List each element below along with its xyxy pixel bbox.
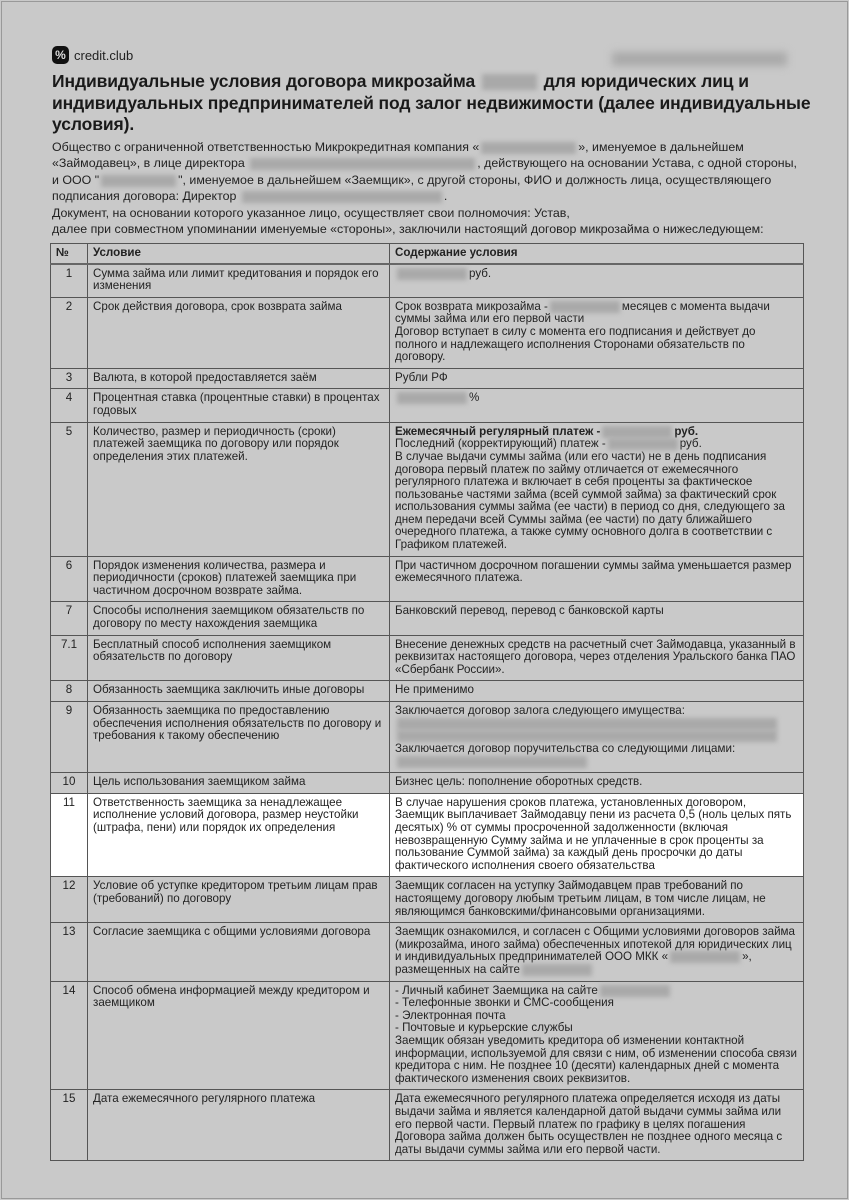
content-paragraph xyxy=(395,326,798,364)
content-text: Бизнес цель: пополнение оборотных средств. xyxy=(395,775,643,789)
table-row xyxy=(51,422,804,556)
row-number: 9 xyxy=(51,702,88,773)
content-text: руб. xyxy=(469,266,492,280)
content-paragraph xyxy=(395,560,798,585)
table-row xyxy=(51,702,804,773)
table-row xyxy=(51,681,804,702)
row-condition: Дата ежемесячного регулярного платежа xyxy=(88,1090,390,1161)
content-paragraph xyxy=(395,392,798,405)
redacted-value xyxy=(670,951,740,963)
credit-club-logo xyxy=(52,46,133,64)
row-number: 12 xyxy=(51,877,88,923)
content-text: Заемщик обязан уведомить кредитора об изменении контактной информации, используемой для связи с ним, об изменении способа связи кредитора с ним. Не позднее 10 (десяти) календарных дней с момента фактического изменения своих реквизитов. xyxy=(395,1034,797,1085)
percent-logo-icon: % xyxy=(52,46,69,64)
table-row xyxy=(51,877,804,923)
header-condition: Условие xyxy=(88,244,390,264)
row-number: 2 xyxy=(51,297,88,368)
redacted-value xyxy=(550,301,620,313)
content-paragraph xyxy=(395,268,798,281)
preamble xyxy=(52,139,802,237)
row-condition: Ответственность заемщика за ненадлежащее исполнение условий договора, размер неустойки (штрафа, пени) или порядок их определения xyxy=(88,793,390,877)
document-title xyxy=(52,71,812,136)
row-condition: Порядок изменения количества, размера и периодичности (сроков) платежей заемщика при частичном досрочном возврате займа. xyxy=(88,556,390,602)
redacted-value xyxy=(600,985,670,997)
content-paragraph xyxy=(395,301,798,326)
content-paragraph xyxy=(395,743,798,756)
content-paragraph xyxy=(395,639,798,677)
preamble-text: . xyxy=(443,189,448,204)
content-text: Договор вступает в силу с момента его подписания и действует до полного и надлежащего исполнения Сторонами обязательств по договору. xyxy=(395,325,756,364)
table-row xyxy=(51,389,804,422)
content-paragraph xyxy=(395,451,798,552)
content-text: - Личный кабинет Заемщика на сайте xyxy=(395,983,598,997)
row-number: 7 xyxy=(51,602,88,635)
row-number: 10 xyxy=(51,773,88,794)
row-content xyxy=(390,877,804,923)
table-row xyxy=(51,297,804,368)
preamble-text: , действующего на основании Устава, с одной стороны, и ООО " xyxy=(52,156,797,187)
row-number: 6 xyxy=(51,556,88,602)
redacted-value xyxy=(602,426,672,438)
row-number: 5 xyxy=(51,422,88,556)
row-number: 3 xyxy=(51,368,88,389)
row-number: 8 xyxy=(51,681,88,702)
content-text: Рубли РФ xyxy=(395,370,448,384)
row-condition: Согласие заемщика с общими условиями договора xyxy=(88,923,390,982)
row-content xyxy=(390,602,804,635)
table-row xyxy=(51,1090,804,1161)
content-text: - Телефонные звонки и СМС-сообщения xyxy=(395,996,614,1010)
content-paragraph xyxy=(395,1093,798,1156)
redacted-value xyxy=(397,756,587,768)
content-text: Не применимо xyxy=(395,683,474,697)
redacted-value xyxy=(522,964,592,976)
row-condition: Валюта, в которой предоставляется заём xyxy=(88,368,390,389)
table-row xyxy=(51,923,804,982)
table-row xyxy=(51,793,804,877)
content-paragraph xyxy=(395,797,798,873)
row-number: 4 xyxy=(51,389,88,422)
row-condition: Условие об уступке кредитором третьим лицам прав (требований) по договору xyxy=(88,877,390,923)
row-number: 15 xyxy=(51,1090,88,1161)
redacted-contract-number xyxy=(482,74,537,90)
row-content xyxy=(390,923,804,982)
title-part: Индивидуальные условия договора микрозайма xyxy=(52,71,476,91)
row-condition: Цель использования заемщиком займа xyxy=(88,773,390,794)
content-paragraph xyxy=(395,776,798,789)
content-text: руб. xyxy=(674,424,699,438)
title-part: для юридических лиц и индивидуальных предпринимателей под залог недвижимости (далее индивидуальные условия). xyxy=(52,71,811,134)
content-text: Банковский перевод, перевод с банковской карты xyxy=(395,604,664,618)
conditions-table xyxy=(50,243,804,1161)
content-paragraph xyxy=(395,1035,798,1085)
row-condition: Обязанность заемщика заключить иные договоры xyxy=(88,681,390,702)
row-number: 1 xyxy=(51,264,88,298)
content-text: Заемщик согласен на уступку Займодавцем прав требований по настоящему договору любым третьим лицам, в том числе лицам, не являющимся банковскими/финансовыми организациями. xyxy=(395,879,766,918)
content-paragraph xyxy=(395,926,798,977)
content-text: руб. xyxy=(679,437,702,451)
content-text: Внесение денежных средств на расчетный счет Займодавца, указанный в реквизитах настоящего договора, через отделения Уральского банка ПАО «Сбербанк России». xyxy=(395,637,796,676)
header-number: № xyxy=(51,244,88,264)
row-content xyxy=(390,981,804,1090)
row-condition: Способ обмена информацией между кредитором и заемщиком xyxy=(88,981,390,1090)
content-paragraph xyxy=(395,756,798,769)
redacted-borrower-director xyxy=(242,191,442,203)
table-row xyxy=(51,635,804,681)
row-condition: Бесплатный способ исполнения заемщиком обязательств по договору xyxy=(88,635,390,681)
preamble-text: », именуемое в дальнейшем «Займодавец», в лице директора xyxy=(52,140,744,171)
row-condition: Сумма займа или лимит кредитования и порядок его изменения xyxy=(88,264,390,298)
row-content xyxy=(390,793,804,877)
row-content xyxy=(390,681,804,702)
table-row xyxy=(51,602,804,635)
content-text: Ежемесячный регулярный платеж - xyxy=(395,424,601,438)
logo-text: credit.club xyxy=(74,47,134,63)
row-number: 7.1 xyxy=(51,635,88,681)
content-paragraph xyxy=(395,372,798,385)
row-number: 13 xyxy=(51,923,88,982)
row-content xyxy=(390,389,804,422)
row-content xyxy=(390,368,804,389)
row-number: 14 xyxy=(51,981,88,1090)
content-text: В случае выдачи суммы займа (или его части) не в день подписания договора первый платеж по займу отличается от ежемесячного регулярного платежа и включает в себя проценты за фактическое пользованье частями займа (всей суммой займа) за фактический срок использования суммы займа (ее части) в период со дня, следующего за днем передачи всей Суммы займа (ее части) по дату ближайшего очередного платежа, а также сумму основного долга в соответствии с Графиком платежей. xyxy=(395,449,785,552)
content-text: - Электронная почта xyxy=(395,1008,506,1022)
row-condition: Способы исполнения заемщиком обязательств по договору по месту нахождения заемщика xyxy=(88,602,390,635)
content-text: Дата ежемесячного регулярного платежа определяется исходя из даты выдачи займа и является календарной датой выдачи суммы займа или его первой части. Первый платеж по графику в целях погашения Договора займа должен быть осуществлен не позднее одного месяца с даты выдачи суммы займа или его первой части. xyxy=(395,1092,783,1156)
redacted-header-info xyxy=(612,52,787,66)
content-text: - Почтовые и курьерские службы xyxy=(395,1021,573,1035)
content-text: В случае нарушения сроков платежа, установленных договором, Заемщик выплачивает Займодавцу пени из расчета 0,5 (ноль целых пять десятых) % от суммы просроченной задолженности (включая невозвращенную Сумму займа и не уплаченные в срок проценты за пользование Суммой займа) за каждый день просрочки до даты фактического исполнения своего обязательства xyxy=(395,795,792,872)
content-paragraph xyxy=(395,718,798,731)
row-content xyxy=(390,702,804,773)
content-text: Заключается договор залога следующего имущества: xyxy=(395,704,685,717)
redacted-director xyxy=(250,158,475,170)
redacted-value xyxy=(397,392,467,404)
redacted-company xyxy=(481,142,576,154)
content-text: Последний (корректирующий) платеж - xyxy=(395,437,606,451)
redacted-value xyxy=(397,268,467,280)
redacted-borrower xyxy=(101,175,176,187)
row-content xyxy=(390,422,804,556)
table-row xyxy=(51,981,804,1090)
row-content xyxy=(390,635,804,681)
table-row xyxy=(51,773,804,794)
content-paragraph xyxy=(395,730,798,743)
row-content xyxy=(390,297,804,368)
content-text: % xyxy=(469,391,480,405)
row-content xyxy=(390,773,804,794)
preamble-text: далее при совместном упоминании именуемые «стороны», заключили настоящий договор микрозайма о нижеследующем: xyxy=(52,222,764,237)
table-row xyxy=(51,556,804,602)
redacted-value xyxy=(397,718,777,730)
content-text: Заключается договор поручительства со следующими лицами: xyxy=(395,741,736,755)
content-paragraph xyxy=(395,880,798,918)
content-text: », размещенных на сайте xyxy=(395,950,752,976)
content-paragraph xyxy=(395,705,798,718)
table-row xyxy=(51,368,804,389)
preamble-text: Документ, на основании которого указанное лицо, осуществляет свои полномочия: Устав, xyxy=(52,205,570,220)
row-number: 11 xyxy=(51,793,88,877)
row-content xyxy=(390,556,804,602)
content-text: При частичном досрочном погашении суммы займа уменьшается размер ежемесячного платежа. xyxy=(395,558,792,585)
row-condition: Количество, размер и периодичность (сроки) платежей заемщика по договору или порядок определения этих платежей. xyxy=(88,422,390,556)
header-content: Содержание условия xyxy=(390,244,804,264)
row-condition: Срок действия договора, срок возврата займа xyxy=(88,297,390,368)
content-paragraph xyxy=(395,605,798,618)
table-header-row xyxy=(51,244,804,264)
redacted-value xyxy=(608,438,678,450)
content-paragraph xyxy=(395,684,798,697)
content-text: Заемщик ознакомился, и согласен с Общими условиями договоров займа (микрозайма, иного займа) обеспеченных ипотекой для юридических лиц и индивидуальных предпринимателей ООО МКК « xyxy=(395,925,795,964)
preamble-text: ", именуемое в дальнейшем «Заемщик», с другой стороны, ФИО и должность лица, осуществляющего подписания договора: Директор xyxy=(52,172,772,204)
preamble-text: Общество с ограниченной ответственностью Микрокредитная компания « xyxy=(52,140,480,154)
table-row xyxy=(51,264,804,298)
content-text: Срок возврата микрозайма - xyxy=(395,299,548,313)
row-content xyxy=(390,1090,804,1161)
content-text: месяцев с момента выдачи суммы займа или его первой части xyxy=(395,299,770,326)
redacted-value xyxy=(397,730,777,742)
row-content xyxy=(390,264,804,298)
row-condition: Обязанность заемщика по предоставлению обеспечения исполнения обязательств по договору и требования к такому обеспечению xyxy=(88,702,390,773)
row-condition: Процентная ставка (процентные ставки) в процентах годовых xyxy=(88,389,390,422)
